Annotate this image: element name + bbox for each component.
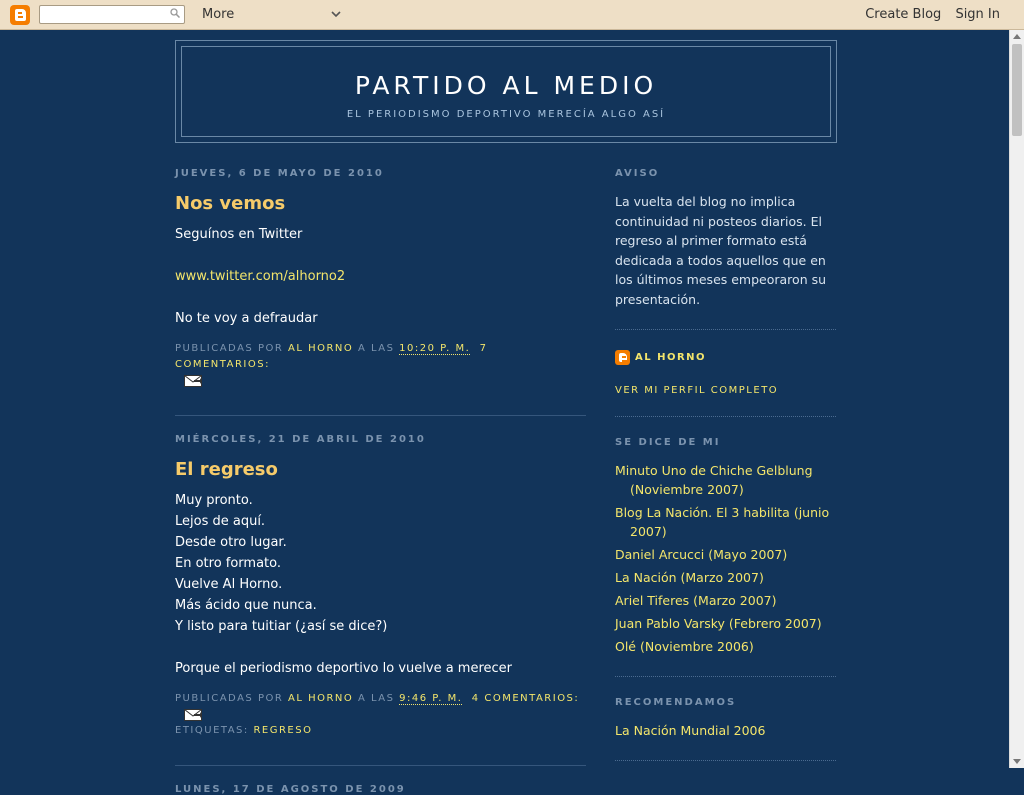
post-text: No te voy a defraudar [175,311,318,326]
post-line: Porque el periodismo deportivo lo vuelve a merecer [175,661,513,676]
search-icon[interactable] [170,8,180,18]
comments-link[interactable]: 7 COMENTARIOS: [175,343,488,370]
aviso-title: AVISO [615,168,660,179]
post-body [175,490,586,679]
post-line: Más ácido que nunca. [175,598,317,613]
twitter-link[interactable]: www.twitter.com/alhorno2 [175,269,346,284]
labels-title: ETIQUETAS: [175,725,249,736]
blogger-profile-icon[interactable] [615,350,630,365]
list-item[interactable]: La Nación (Marzo 2007) [615,570,764,585]
more-menu[interactable]: More [202,7,235,22]
date-header: MIÉRCOLES, 21 DE ABRIL DE 2010 [175,434,426,445]
author-link[interactable]: AL HORNO [287,343,354,354]
se-dice-title: SE DICE DE MI [615,437,721,448]
se-dice-list [615,461,836,656]
recomendamos-title: RECOMENDAMOS [615,697,737,708]
posted-by-label: PUBLICADAS POR [175,343,284,354]
list-item[interactable]: Daniel Arcucci (Mayo 2007) [615,547,788,562]
post-divider [175,765,586,766]
sidebar-divider [615,676,836,677]
list-item[interactable]: Minuto Uno de Chiche Gelblung (Noviembre 2007) [615,463,813,497]
post-title[interactable]: El regreso [175,459,278,480]
blog-description: EL PERIODISMO DEPORTIVO MERECÍA ALGO ASÍ [346,109,666,120]
sidebar-divider [615,416,836,417]
post-line: Desde otro lugar. [175,535,287,550]
sidebar-divider [615,760,836,761]
posted-at-label: A LAS [357,343,395,354]
aviso-text: La vuelta del blog no implica continuidad ni posteos diarios. El regreso al primer formato está dedicada a todos aquellos que en los últimos meses empeoraron su presentación. [615,194,827,307]
post-footer [175,691,586,739]
date-header: LUNES, 17 DE AGOSTO DE 2009 [175,784,406,795]
list-item[interactable]: Olé (Noviembre 2006) [615,639,754,654]
post-line: Muy pronto. [175,493,253,508]
post-divider [175,415,586,416]
main-column [175,168,586,795]
posted-by-label: PUBLICADAS POR [175,693,284,704]
email-post-icon[interactable] [184,709,202,721]
post-body [175,224,586,329]
post-text: Seguínos en Twitter [175,227,303,242]
post-line: En otro formato. [175,556,282,571]
author-link[interactable]: AL HORNO [287,693,354,704]
scroll-down-icon[interactable] [1013,759,1021,764]
sign-in-link[interactable]: Sign In [955,7,1000,22]
post-footer [175,341,586,389]
create-blog-link[interactable]: Create Blog [865,7,942,22]
sidebar [615,168,836,781]
post-timestamp-link[interactable]: 10:20 P. M. [399,343,471,354]
profile-name-link[interactable]: AL HORNO [635,352,707,363]
email-post-icon[interactable] [184,375,202,387]
posted-at-label: A LAS [357,693,395,704]
page-scrollbar[interactable] [1009,30,1024,768]
list-item[interactable]: Ariel Tiferes (Marzo 2007) [615,593,777,608]
blogger-navbar [0,0,1024,30]
chevron-down-icon[interactable] [330,8,342,20]
comments-link[interactable]: 4 COMENTARIOS: [471,693,580,704]
label-link[interactable]: REGRESO [253,725,313,736]
search-input[interactable] [39,5,185,24]
post-line: Lejos de aquí. [175,514,266,529]
profile [615,350,836,365]
post-timestamp-link[interactable]: 9:46 P. M. [399,693,463,704]
list-item[interactable]: Juan Pablo Varsky (Febrero 2007) [615,616,822,631]
list-item[interactable]: La Nación Mundial 2006 [615,723,766,738]
list-item[interactable]: Blog La Nación. El 3 habilita (junio 2007) [615,505,830,539]
post-line: Vuelve Al Horno. [175,577,283,592]
recomendamos-list [615,721,836,740]
post-line: Y listo para tuitiar (¿así se dice?) [175,619,388,634]
scroll-up-icon[interactable] [1013,34,1021,39]
blog-header [175,40,837,143]
sidebar-divider [615,329,836,330]
date-header: JUEVES, 6 DE MAYO DE 2010 [175,168,384,179]
view-profile-link[interactable]: VER MI PERFIL COMPLETO [615,385,779,396]
blog-title[interactable]: PARTIDO AL MEDIO [354,71,658,100]
blogger-logo-icon[interactable] [10,5,30,25]
post-title[interactable]: Nos vemos [175,193,286,214]
scroll-thumb[interactable] [1012,44,1022,136]
